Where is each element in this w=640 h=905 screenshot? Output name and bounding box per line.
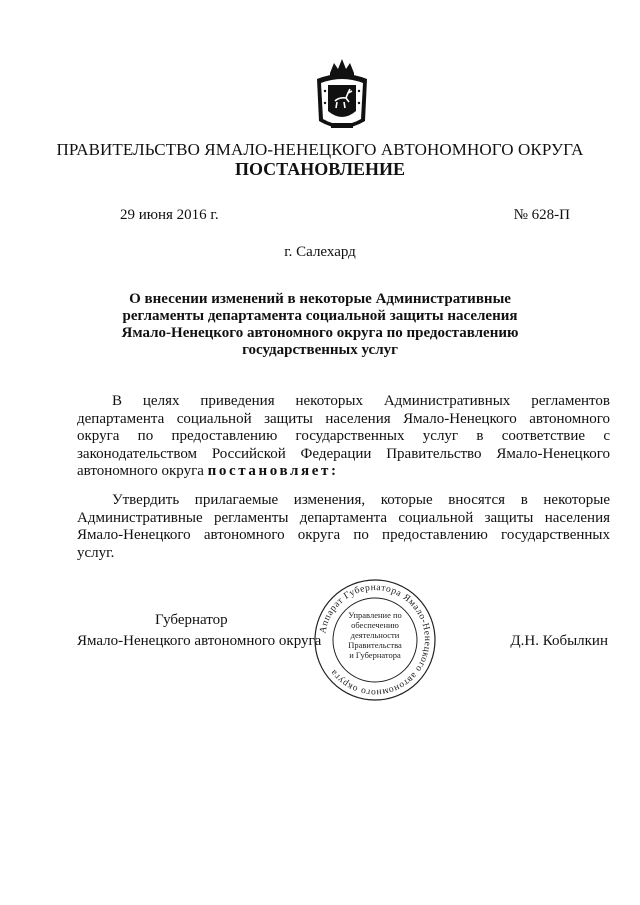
paragraph-line: Административные регламенты департамента социальной защиты населения: [77, 509, 610, 526]
document-type: ПОСТАНОВЛЕНИЕ: [234, 159, 406, 179]
subject-line: государственных услуг: [242, 342, 398, 358]
signatory-position-region: Ямало-Ненецкого автономного округа: [77, 633, 322, 649]
resolution-keyword: постановляет:: [207, 463, 339, 479]
signatory-position: Губернатор: [155, 612, 228, 628]
seal-line: деятельности: [350, 630, 400, 640]
document-number: № 628-П: [513, 207, 570, 223]
subject-line: регламенты департамента социальной защиты населения: [122, 308, 518, 324]
paragraph-line: департамента социальной защиты населения Ямало-Ненецкого автономного: [77, 410, 610, 427]
paragraph-line: округа по предоставлению государственных услуг в соответствие с: [77, 428, 610, 444]
svg-text:Аппарат Губернатора Ямало-Нене: Аппарат Губернатора Ямало-Ненецкого автономного округа: [318, 582, 433, 698]
paragraph-line: услуг.: [77, 544, 115, 561]
seal-line: и Губернатора: [349, 650, 401, 660]
subject-line: Ямало-Ненецкого автономного округа по предоставлению: [121, 325, 519, 341]
signatory-name: Д.Н. Кобылкин: [510, 633, 608, 649]
document-city: г. Салехард: [284, 244, 356, 260]
paragraph-line: [77, 463, 610, 481]
seal-line: обеспечению: [351, 620, 399, 630]
seal-center-text: [335, 610, 415, 660]
document-date: 29 июня 2016 г.: [120, 207, 219, 223]
document-subject: [100, 291, 540, 359]
seal-line: Управление по: [348, 610, 402, 620]
paragraph-line: В целях приведения некоторых Административных регламентов: [112, 393, 610, 409]
paragraph-text: автономного округа: [77, 463, 208, 479]
paragraph-line: Ямало-Ненецкого автономного округа по предоставлению государственных: [77, 527, 610, 543]
seal-line: Правительства: [348, 640, 402, 650]
subject-line: О внесении изменений в некоторые Административные: [129, 291, 511, 307]
paragraph-line: законодательством Российской Федерации Правительство Ямало-Ненецкого: [77, 445, 610, 462]
resolution-paragraph: [77, 492, 610, 562]
government-title: ПРАВИТЕЛЬСТВО ЯМАЛО-НЕНЕЦКОГО АВТОНОМНОГО ОКРУГА: [56, 140, 584, 159]
paragraph-line: Утвердить прилагаемые изменения, которые вносятся в некоторые: [112, 492, 610, 508]
preamble-paragraph: [77, 393, 610, 481]
coat-of-arms-icon: [313, 55, 371, 137]
